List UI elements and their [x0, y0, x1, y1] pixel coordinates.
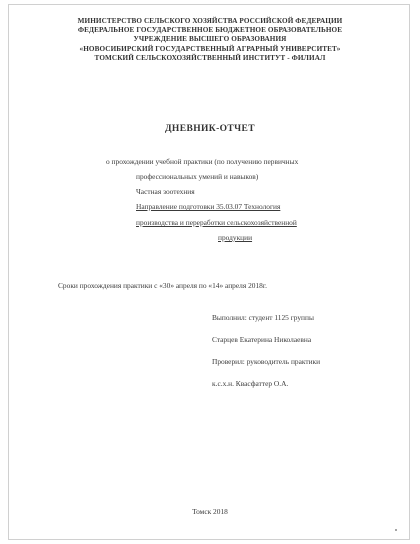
- branch-line: ТОМСКИЙ СЕЛЬСКОХОЗЯЙСТВЕННЫЙ ИНСТИТУТ - ФИЛИАЛ: [94, 54, 326, 62]
- ministry-line: МИНИСТЕРСТВО СЕЛЬСКОГО ХОЗЯЙСТВА РОССИЙСКОЙ ФЕДЕРАЦИИ: [77, 17, 343, 25]
- university-line: «НОВОСИБИРСКИЙ ГОСУДАРСТВЕННЫЙ АГРАРНЫЙ УНИВЕРСИТЕТ»: [79, 45, 341, 53]
- practice-dates: Сроки прохождения практики с «30» апреля по «14» апреля 2018г.: [58, 281, 267, 290]
- student-line-2: Старцев Екатерина Николаевна: [212, 335, 312, 344]
- scan-speck: [395, 529, 397, 531]
- footer-city-year: Томск 2018: [192, 507, 228, 516]
- document-title: ДНЕВНИК-ОТЧЕТ: [165, 124, 255, 134]
- practice-line-6: продукции: [218, 233, 253, 242]
- student-line-4: к.с.х.н. Квасфаттер О.А.: [212, 379, 289, 388]
- student-line-3: Проверил: руководитель практики: [212, 357, 321, 366]
- practice-line-5: производства и переработки сельскохозяйственной: [136, 218, 297, 227]
- institution-line-2: УЧРЕЖДЕНИЕ ВЫСШЕГО ОБРАЗОВАНИЯ: [133, 35, 287, 43]
- document-page: [8, 4, 410, 540]
- practice-line-3: Частная зоотехния: [136, 187, 195, 196]
- student-line-1: Выполнил: студент 1125 группы: [212, 313, 314, 322]
- practice-line-1: о прохождении учебной практики (по получению первичных: [106, 157, 299, 166]
- practice-line-2: профессиональных умений и навыков): [136, 172, 259, 181]
- practice-line-4: Направление подготовки 35.03.07 Технология: [136, 202, 281, 211]
- institution-line-1: ФЕДЕРАЛЬНОЕ ГОСУДАРСТВЕННОЕ БЮДЖЕТНОЕ ОБРАЗОВАТЕЛЬНОЕ: [77, 26, 343, 34]
